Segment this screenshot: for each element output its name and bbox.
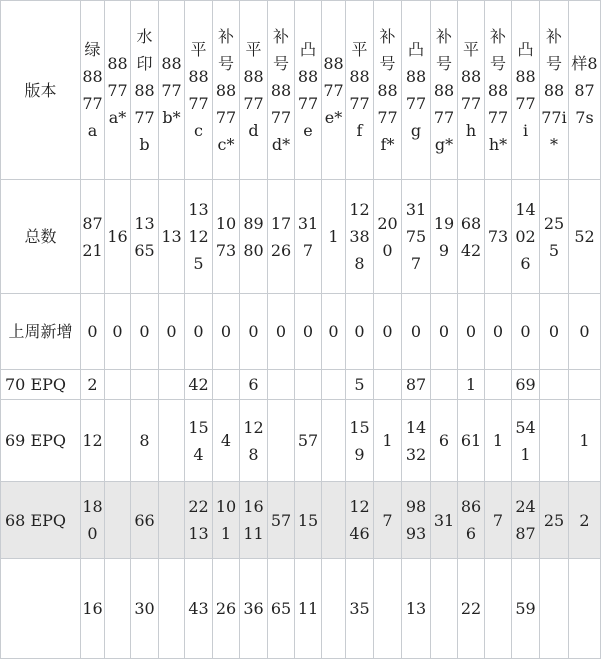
table-cell: 0 — [81, 294, 105, 370]
table-cell — [105, 482, 131, 559]
table-cell: 87 — [402, 370, 431, 400]
table-cell: 0 — [105, 294, 131, 370]
table-cell: 1 — [322, 180, 346, 294]
table-cell: 199 — [431, 180, 458, 294]
table-cell: 6842 — [458, 180, 485, 294]
column-header: 平8877d — [240, 1, 268, 180]
table-cell: 6 — [240, 370, 268, 400]
row-label-cut-off — [1, 559, 81, 659]
table-cell: 255 — [540, 180, 569, 294]
table-cell: 1073 — [213, 180, 240, 294]
table-cell: 2213 — [185, 482, 213, 559]
table-cell: 22 — [458, 559, 485, 659]
table-cell: 0 — [569, 294, 601, 370]
column-header: 8877e* — [322, 1, 346, 180]
table-cell: 13125 — [185, 180, 213, 294]
table-cell — [105, 370, 131, 400]
table-cell — [131, 370, 159, 400]
column-header: 水印8877b — [131, 1, 159, 180]
column-header: 8877b* — [159, 1, 185, 180]
table-cell — [295, 370, 322, 400]
table-cell: 0 — [402, 294, 431, 370]
column-header: 补号8877f* — [374, 1, 402, 180]
table-cell: 0 — [485, 294, 512, 370]
column-header: 凸8877i — [512, 1, 540, 180]
table-cell: 317 — [295, 180, 322, 294]
table-cell: 42 — [185, 370, 213, 400]
table-cell: 541 — [512, 400, 540, 482]
table-cell: 2487 — [512, 482, 540, 559]
column-header: 凸8877e — [295, 1, 322, 180]
header-corner: 版本 — [1, 1, 81, 180]
table-cell — [540, 400, 569, 482]
table-cell — [159, 559, 185, 659]
table-cell — [105, 559, 131, 659]
table-cell — [569, 559, 601, 659]
table-cell — [431, 370, 458, 400]
table-cell: 35 — [346, 559, 374, 659]
table-cell: 154 — [185, 400, 213, 482]
table-row — [1, 482, 601, 559]
column-header: 补号8877i* — [540, 1, 569, 180]
table-cell: 8 — [131, 400, 159, 482]
table-cell: 0 — [346, 294, 374, 370]
table-cell: 57 — [268, 482, 295, 559]
column-header: 平8877f — [346, 1, 374, 180]
table-row — [1, 180, 601, 294]
table-cell: 4 — [213, 400, 240, 482]
table-cell: 7 — [485, 482, 512, 559]
table-cell: 159 — [346, 400, 374, 482]
table-cell: 5 — [346, 370, 374, 400]
table-row — [1, 370, 601, 400]
table-cell: 0 — [512, 294, 540, 370]
table-cell: 128 — [240, 400, 268, 482]
table-cell: 0 — [159, 294, 185, 370]
table-cell: 0 — [131, 294, 159, 370]
table-cell: 7 — [374, 482, 402, 559]
table-cell: 9893 — [402, 482, 431, 559]
column-header: 样8877s — [569, 1, 601, 180]
row-label-total: 总数 — [1, 180, 81, 294]
table-cell — [268, 370, 295, 400]
table-cell: 1 — [569, 400, 601, 482]
table-cell: 31757 — [402, 180, 431, 294]
table-cell — [322, 482, 346, 559]
table-cell: 2 — [81, 370, 105, 400]
table-cell: 61 — [458, 400, 485, 482]
table-cell — [322, 370, 346, 400]
table-cell: 8980 — [240, 180, 268, 294]
table-cell: 0 — [540, 294, 569, 370]
table-cell: 0 — [240, 294, 268, 370]
table-cell: 30 — [131, 559, 159, 659]
table-cell: 101 — [213, 482, 240, 559]
table-cell — [485, 370, 512, 400]
table-cell — [268, 400, 295, 482]
table-cell: 31 — [431, 482, 458, 559]
column-header: 补号8877c* — [213, 1, 240, 180]
table-cell: 8721 — [81, 180, 105, 294]
table-cell — [540, 370, 569, 400]
row-label-68-epq: 68 EPQ — [1, 482, 81, 559]
table-cell: 13 — [159, 180, 185, 294]
table-cell — [374, 559, 402, 659]
table-cell: 1365 — [131, 180, 159, 294]
table-cell: 13 — [402, 559, 431, 659]
table-cell — [105, 400, 131, 482]
column-header: 平8877c — [185, 1, 213, 180]
table-cell: 25 — [540, 482, 569, 559]
table-cell: 6 — [431, 400, 458, 482]
table-cell: 0 — [322, 294, 346, 370]
row-label-70-epq: 70 EPQ — [1, 370, 81, 400]
table-cell: 73 — [485, 180, 512, 294]
table-cell: 12388 — [346, 180, 374, 294]
table-cell: 52 — [569, 180, 601, 294]
column-header: 平8877h — [458, 1, 485, 180]
column-header: 补号8877g* — [431, 1, 458, 180]
table-cell — [159, 370, 185, 400]
table-cell — [540, 559, 569, 659]
table-cell: 0 — [431, 294, 458, 370]
table-cell: 866 — [458, 482, 485, 559]
table-cell: 59 — [512, 559, 540, 659]
table-cell: 36 — [240, 559, 268, 659]
table-cell: 1 — [458, 370, 485, 400]
table-cell: 200 — [374, 180, 402, 294]
table-row — [1, 559, 601, 659]
table-row — [1, 400, 601, 482]
table-cell: 0 — [374, 294, 402, 370]
table-cell: 66 — [131, 482, 159, 559]
table-cell: 0 — [213, 294, 240, 370]
table-cell: 57 — [295, 400, 322, 482]
column-header: 8877a* — [105, 1, 131, 180]
table-cell — [159, 482, 185, 559]
table-cell — [569, 370, 601, 400]
table-cell: 1726 — [268, 180, 295, 294]
table-header-row — [1, 1, 601, 180]
table-cell: 65 — [268, 559, 295, 659]
table-cell: 1 — [485, 400, 512, 482]
table-cell: 1246 — [346, 482, 374, 559]
table-cell: 14026 — [512, 180, 540, 294]
table-cell: 0 — [268, 294, 295, 370]
table-cell: 43 — [185, 559, 213, 659]
table-cell — [322, 559, 346, 659]
table-cell — [374, 370, 402, 400]
table-cell — [322, 400, 346, 482]
table-cell — [213, 370, 240, 400]
table-cell: 180 — [81, 482, 105, 559]
table-cell: 69 — [512, 370, 540, 400]
row-label-69-epq: 69 EPQ — [1, 400, 81, 482]
table-cell: 0 — [185, 294, 213, 370]
column-header: 补号8877h* — [485, 1, 512, 180]
table-cell: 15 — [295, 482, 322, 559]
column-header: 补号8877d* — [268, 1, 295, 180]
table-cell: 16 — [105, 180, 131, 294]
table-cell: 16 — [81, 559, 105, 659]
table-cell: 12 — [81, 400, 105, 482]
table-cell: 1 — [374, 400, 402, 482]
table-cell: 2 — [569, 482, 601, 559]
table-cell: 0 — [295, 294, 322, 370]
table-cell: 26 — [213, 559, 240, 659]
table-row — [1, 294, 601, 370]
table-cell — [485, 559, 512, 659]
table-cell: 1432 — [402, 400, 431, 482]
column-header: 绿8877a — [81, 1, 105, 180]
table-cell: 1611 — [240, 482, 268, 559]
table-cell — [159, 400, 185, 482]
table-cell — [431, 559, 458, 659]
table-cell: 0 — [458, 294, 485, 370]
table-cell: 11 — [295, 559, 322, 659]
column-header: 凸8877g — [402, 1, 431, 180]
row-label-weekly-new: 上周新增 — [1, 294, 81, 370]
